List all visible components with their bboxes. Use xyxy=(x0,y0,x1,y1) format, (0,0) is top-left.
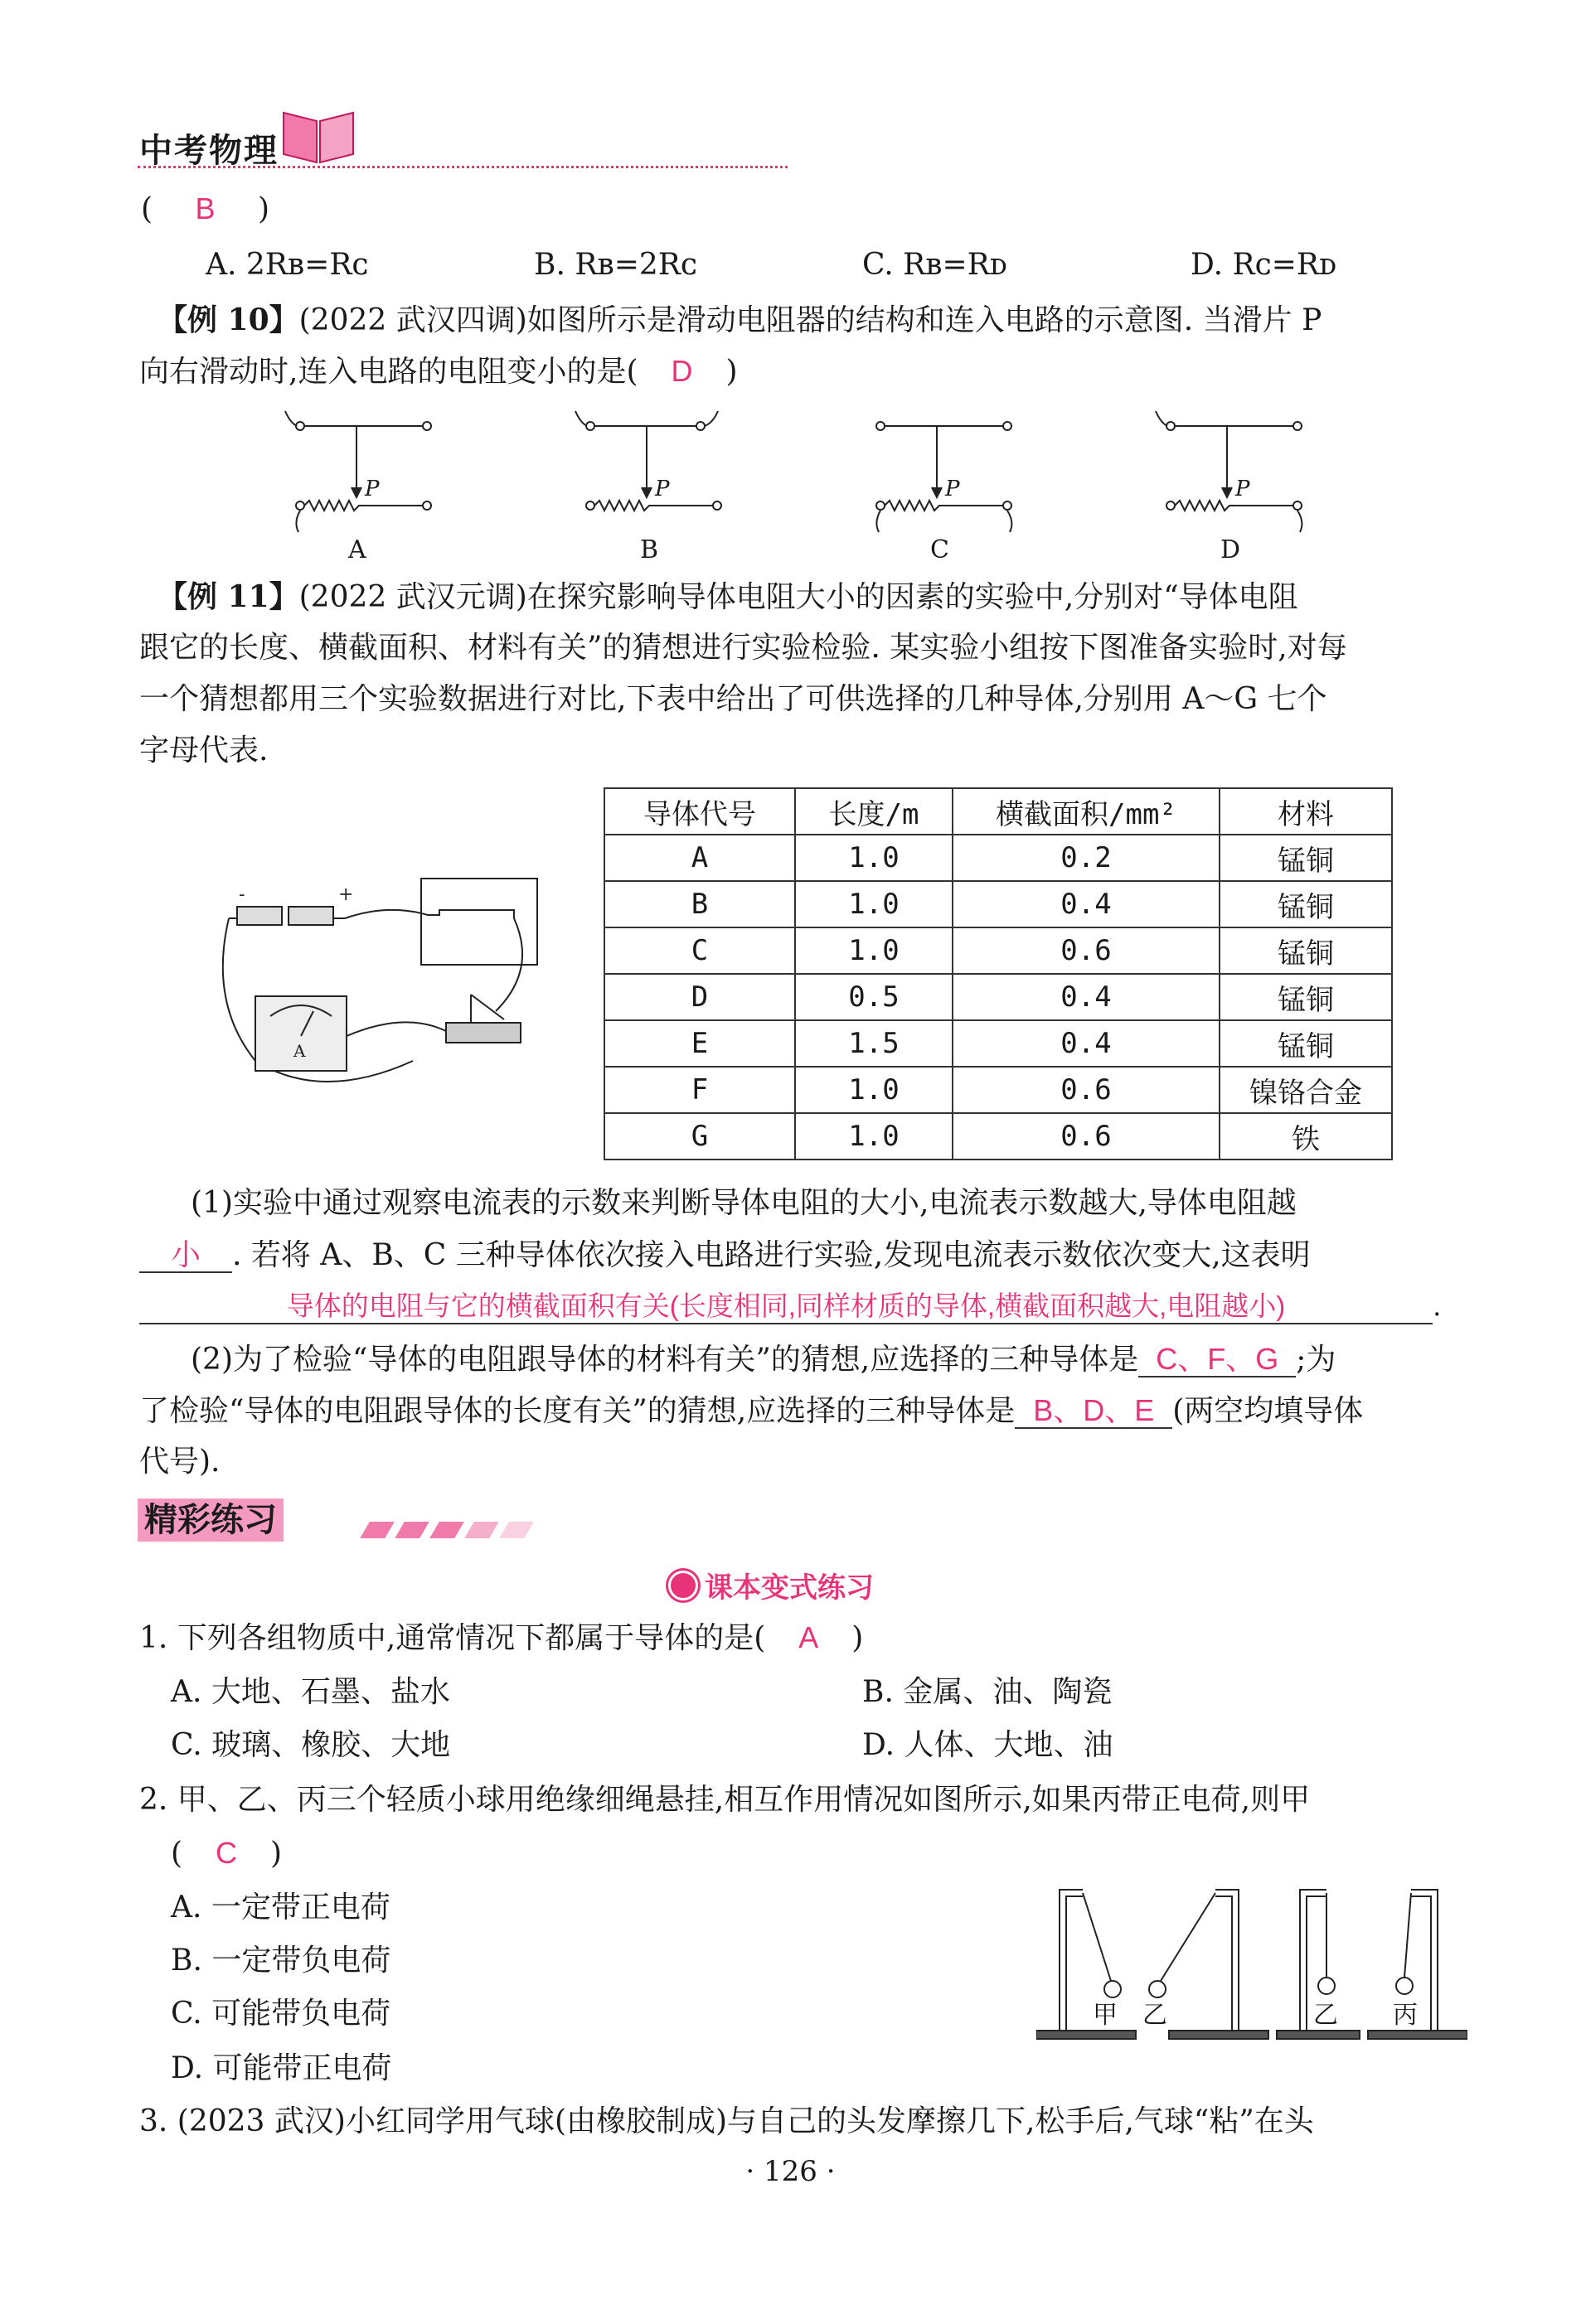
table-row xyxy=(604,881,1392,927)
table-cell: 0.4 xyxy=(953,974,1220,1020)
table-cell: 铁 xyxy=(1220,1113,1392,1160)
circuit-figure xyxy=(222,870,546,1091)
practice-q1-answer: A xyxy=(798,1620,819,1654)
slider-p-c: P xyxy=(945,477,960,501)
ex11-answer-3: C、F、G xyxy=(1138,1343,1296,1377)
section-title: 精彩练习 xyxy=(138,1498,284,1542)
decor-stripe xyxy=(360,1522,395,1538)
circle-icon xyxy=(668,1571,698,1600)
ex11-p2-line3: 代号). xyxy=(139,1445,221,1479)
table-cell: B xyxy=(604,881,795,927)
table-cell: 1.0 xyxy=(795,1067,953,1113)
slider-p-b: P xyxy=(655,477,670,501)
practice-q3-stem: 3. (2023 武汉)小红同学用气球(由橡胶制成)与自己的头发摩擦几下,松手后,气球“粘”在头 xyxy=(139,2104,1314,2138)
table-cell: C xyxy=(604,927,795,974)
slider-p-a: P xyxy=(365,477,380,501)
ex11-p2-line1: (2)为了检验“导体的电阻跟导体的材料有关”的猜想,应选择的三种导体是 C、F、G ;为 xyxy=(191,1342,1336,1377)
fig-label-b: B xyxy=(640,535,659,564)
book-icon xyxy=(280,106,356,166)
table-header: 横截面积/mm² xyxy=(953,788,1220,835)
conductor-table xyxy=(604,787,1393,1160)
svg-text:+: + xyxy=(338,884,354,905)
ex10-line1: 【例 10】(2022 武汉四调)如图所示是滑动电阻器的结构和连入电路的示意图. 当滑片 P xyxy=(158,303,1322,337)
fig-label-a: A xyxy=(348,535,366,564)
page-number: · 126 · xyxy=(745,2155,836,2188)
table-header: 材料 xyxy=(1220,788,1392,835)
decor-stripe xyxy=(499,1522,534,1538)
practice-q1-option-b: B. 金属、油、陶瓷 xyxy=(862,1675,1113,1709)
ball-label-bing: 丙 xyxy=(1393,2001,1418,2030)
table-cell: 锰铜 xyxy=(1220,974,1392,1020)
table-cell: 1.5 xyxy=(795,1020,953,1067)
table-cell: 0.6 xyxy=(953,1113,1220,1160)
q9-answer: B xyxy=(195,191,216,225)
ex11-p1-line1: (1)实验中通过观察电流表的示数来判断导体电阻的大小,电流表示数越大,导体电阻越 xyxy=(191,1186,1297,1220)
table-cell: G xyxy=(604,1113,795,1160)
table-cell: 1.0 xyxy=(795,1113,953,1160)
table-cell: 0.2 xyxy=(953,835,1220,881)
header-divider xyxy=(138,166,788,168)
table-cell: 1.0 xyxy=(795,835,953,881)
svg-text:-: - xyxy=(239,884,245,905)
q9-option-d: D. Rᴄ=Rᴅ xyxy=(1191,248,1337,282)
table-row xyxy=(604,974,1392,1020)
practice-q2-option-c: C. 可能带负电荷 xyxy=(171,1997,391,2031)
decor-stripe xyxy=(429,1522,464,1538)
ex11-p1-line2: 小 . 若将 A、B、C 三种导体依次接入电路进行实验,发现电流表示数依次变大,这表明 xyxy=(139,1238,1311,1273)
table-cell: 0.6 xyxy=(953,927,1220,974)
ex11-answer-2: 导体的电阻与它的横截面积有关(长度相同,同样材质的导体,横截面积越大,电阻越小) xyxy=(139,1290,1433,1324)
table-cell: 0.6 xyxy=(953,1067,1220,1113)
table-cell: D xyxy=(604,974,795,1020)
practice-q1-stem: 1. 下列各组物质中,通常情况下都属于导体的是( A ) xyxy=(139,1620,864,1655)
table-row xyxy=(604,927,1392,974)
practice-q2-answer: C xyxy=(216,1836,238,1870)
practice-q2-option-b: B. 一定带负电荷 xyxy=(171,1944,391,1978)
practice-q2-answer-line: ( C ) xyxy=(171,1836,283,1871)
table-row xyxy=(604,835,1392,881)
ex10-line2: 向右滑动时,连入电路的电阻变小的是( D ) xyxy=(139,354,738,389)
practice-q1-option-c: C. 玻璃、橡胶、大地 xyxy=(171,1728,451,1762)
q9-option-b: B. Rʙ=2Rᴄ xyxy=(534,248,698,282)
slider-p-d: P xyxy=(1235,477,1250,501)
ex11-line4: 字母代表. xyxy=(139,734,269,767)
table-cell: 0.4 xyxy=(953,881,1220,927)
ball-label-yi: 乙 xyxy=(1142,2001,1167,2030)
practice-q1-option-d: D. 人体、大地、油 xyxy=(862,1728,1113,1762)
practice-q2-stem: 2. 甲、乙、丙三个轻质小球用绝缘细绳悬挂,相互作用情况如图所示,如果丙带正电荷,则甲 xyxy=(139,1783,1311,1817)
table-cell: 锰铜 xyxy=(1220,927,1392,974)
practice-q1-option-a: A. 大地、石墨、盐水 xyxy=(171,1675,450,1709)
table-cell: 镍铬合金 xyxy=(1220,1067,1392,1113)
table-row xyxy=(604,1113,1392,1160)
ex11-p2-line2: 了检验“导体的电阻跟导体的长度有关”的猜想,应选择的三种导体是 B、D、E (两空均填导体 xyxy=(139,1393,1364,1428)
table-row xyxy=(604,1020,1392,1067)
ball-label-jia: 甲 xyxy=(1093,2001,1118,2030)
fig-label-d: D xyxy=(1220,535,1241,564)
ex11-line3: 一个猜想都用三个实验数据进行对比,下表中给出了可供选择的几种导体,分别用 A～G 七个 xyxy=(139,682,1327,716)
ex11-answer-4: B、D、E xyxy=(1015,1394,1172,1429)
table-cell: F xyxy=(604,1067,795,1113)
table-cell: 0.5 xyxy=(795,974,953,1020)
table-cell: 1.0 xyxy=(795,881,953,927)
ex11-line2: 跟它的长度、横截面积、材料有关”的猜想进行实验检验. 某实验小组按下图准备实验时,对每 xyxy=(139,631,1347,665)
q9-answer-line: ( B ) xyxy=(141,191,270,226)
table-header: 导体代号 xyxy=(604,788,795,835)
table-cell: 0.4 xyxy=(953,1020,1220,1067)
table-cell: 锰铜 xyxy=(1220,1020,1392,1067)
ball-label-yi-2: 乙 xyxy=(1313,2001,1338,2030)
table-cell: A xyxy=(604,835,795,881)
q9-option-a: A. 2Rʙ=Rᴄ xyxy=(206,248,369,282)
decor-stripe xyxy=(464,1522,499,1538)
ex11-p1-line3: 导体的电阻与它的横截面积有关(长度相同,同样材质的导体,横截面积越大,电阻越小) . xyxy=(139,1290,1442,1324)
header-title: 中考物理 xyxy=(139,132,279,170)
q9-option-c: C. Rʙ=Rᴅ xyxy=(862,248,1007,282)
sub-title: 课本变式练习 xyxy=(668,1565,874,1605)
table-header-row xyxy=(604,788,1392,835)
svg-text:A: A xyxy=(293,1041,306,1061)
ex11-answer-1: 小 xyxy=(139,1238,232,1273)
rheostat-figures xyxy=(282,406,1326,572)
practice-q2-option-a: A. 一定带正电荷 xyxy=(171,1891,390,1925)
table-cell: 锰铜 xyxy=(1220,881,1392,927)
table-cell: E xyxy=(604,1020,795,1067)
table-row xyxy=(604,1067,1392,1113)
table-cell: 锰铜 xyxy=(1220,835,1392,881)
ex10-answer: D xyxy=(671,354,693,388)
practice-q2-option-d: D. 可能带正电荷 xyxy=(171,2051,392,2085)
ex11-line1: 【例 11】(2022 武汉元调)在探究影响导体电阻大小的因素的实验中,分别对“导体电阻 xyxy=(158,579,1298,614)
table-header: 长度/m xyxy=(795,788,953,835)
fig-label-c: C xyxy=(930,535,949,564)
table-cell: 1.0 xyxy=(795,927,953,974)
decor-stripe xyxy=(395,1522,429,1538)
